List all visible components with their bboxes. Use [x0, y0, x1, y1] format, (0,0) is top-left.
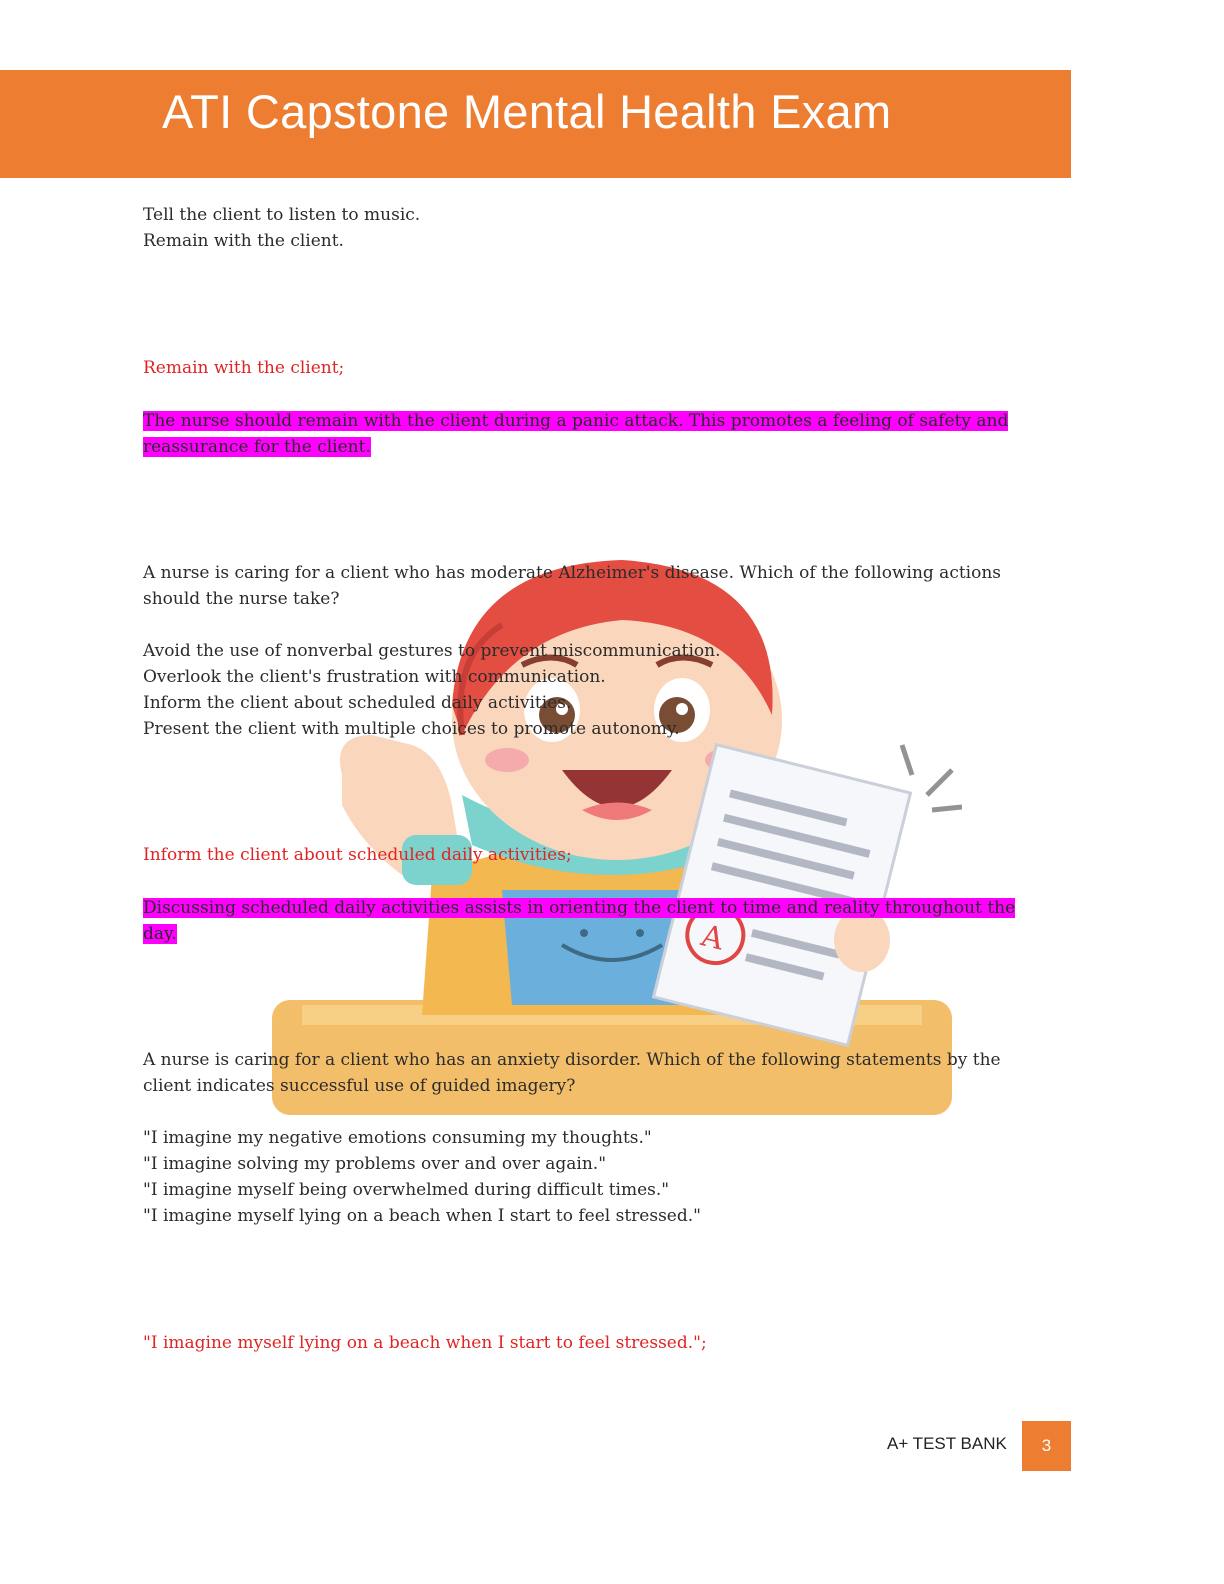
option-text: "I imagine myself lying on a beach when I start to feel stressed."	[143, 1206, 701, 1226]
option-text: "I imagine my negative emotions consuming my thoughts."	[143, 1128, 652, 1148]
option-text: Remain with the client.	[143, 231, 344, 251]
q3-options	[143, 1125, 1043, 1229]
student-illustration	[262, 545, 962, 1125]
q2-question	[143, 560, 1043, 612]
page-number: 3	[1022, 1421, 1071, 1471]
q2-options	[143, 638, 1043, 742]
page-title: ATI Capstone Mental Health Exam	[162, 85, 892, 138]
option-text: "I imagine solving my problems over and over again."	[143, 1154, 607, 1174]
q3-question	[143, 1047, 1043, 1099]
top-options	[143, 202, 1043, 254]
rationale-highlight: The nurse should remain with the client during a panic attack. This promotes a feeling of safety and reassurance for the client.	[143, 411, 1009, 457]
q2-rationale	[143, 895, 1043, 947]
svg-text:A: A	[697, 918, 728, 958]
option-text: Inform the client about scheduled daily activities.	[143, 693, 572, 713]
q1-rationale	[143, 408, 1033, 460]
option-text: Tell the client to listen to music.	[143, 205, 421, 225]
question-line: A nurse is caring for a client who has an anxiety disorder. Which of the following statements by the	[143, 1050, 1001, 1070]
question-line: A nurse is caring for a client who has moderate Alzheimer's disease. Which of the following actions	[143, 563, 1002, 583]
rationale-highlight: Discussing scheduled daily activities assists in orienting the client to time and reality throughout the day.	[143, 898, 1016, 944]
q2-answer: Inform the client about scheduled daily activities;	[143, 845, 572, 865]
question-line: should the nurse take?	[143, 589, 340, 609]
question-line: client indicates successful use of guided imagery?	[143, 1076, 576, 1096]
option-text: Present the client with multiple choices to promote autonomy.	[143, 719, 680, 739]
option-text: "I imagine myself being overwhelmed during difficult times."	[143, 1180, 670, 1200]
footer-label: A+ TEST BANK	[887, 1434, 1007, 1453]
option-text: Overlook the client's frustration with communication.	[143, 667, 606, 687]
q3-answer: "I imagine myself lying on a beach when I start to feel stressed.";	[143, 1333, 707, 1353]
option-text: Avoid the use of nonverbal gestures to prevent miscommunication.	[143, 641, 721, 661]
q1-answer: Remain with the client;	[143, 358, 345, 378]
